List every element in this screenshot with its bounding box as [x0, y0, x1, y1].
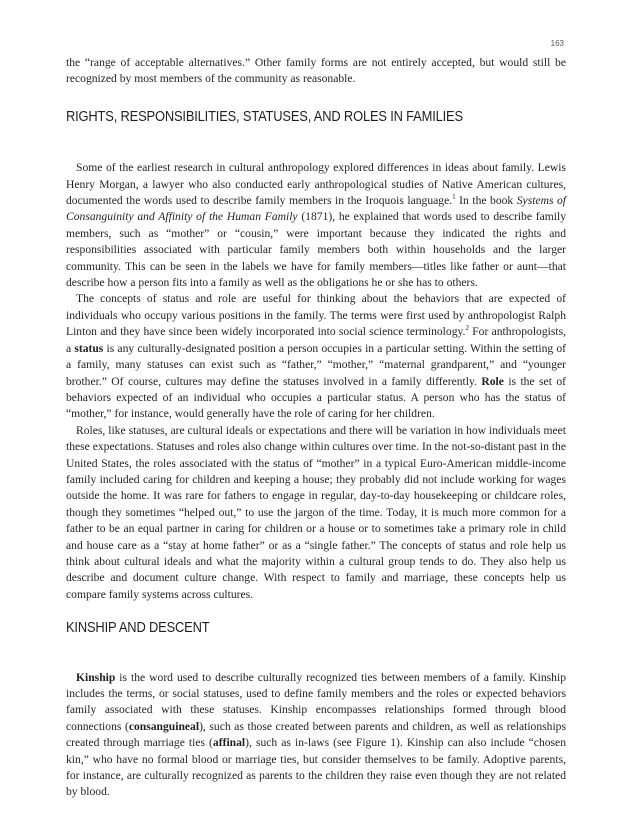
paragraph-status-role: The concepts of status and role are useful for thinking about the behaviors that are expected of individuals who occupy various positions in the family. The terms were first used by anthropologist Ralph Linton and they have since been widely incorporated into social science terminology.$^2$ For anthropologists, a status is any culturally-designated position a person occupies in a particular setting. Within the setting of a family, many statuses can exist such as “father,” “mother,” “maternal grandparent,” and “younger brother.” Of course, cultures may define the statuses involved in a family differently. Role is the set of behaviors expected of an individual who occupies a particular status. A person who has the status of “mother,” for instance, would generally have the role of caring for her children.	[66, 292, 566, 421]
page-number: 163	[550, 39, 564, 48]
footnote-ref-1[interactable]: 1	[452, 193, 456, 202]
book-title: Systems of Consanguinity and Affinity of the Human Family	[66, 194, 566, 224]
term-status: status	[74, 341, 104, 355]
term-affinal: affinal	[212, 736, 246, 750]
term-kinship: Kinship	[76, 670, 116, 684]
term-role: Role	[481, 374, 504, 388]
paragraph-morgan: Some of the earliest research in cultural anthropology explored differences in ideas about family. Lewis Henry Morgan, a lawyer who also conducted early anthropological studies of Native American cultures, documented the words used to describe family members in the Iroquois language.$^1$ In the book Systems of Consanguinity and Affinity of the Human Family (1871), he explained that words used to describe family members, such as “mother” or “cousin,” were important because they indicated the rights and responsibilities associated with particular family members both within households and the larger community. This can be seen in the labels we have for family members—titles like father or aunt—that describe how a person fits into a family as well as the obligations he or she has to others.	[66, 161, 566, 290]
section-heading-rights: RIGHTS, RESPONSIBILITIES, STATUSES, AND ROLES IN FAMILIES	[66, 107, 463, 125]
section-heading-kinship: KINSHIP AND DESCENT	[66, 619, 210, 637]
page-body	[66, 55, 566, 801]
intro-paragraph: the “range of acceptable alternatives.” Other family forms are not entirely accepted, but would still be recognized by most members of the community as reasonable.	[66, 56, 566, 86]
footnote-ref-2[interactable]: 2	[465, 324, 469, 333]
paragraph-roles-change: Roles, like statuses, are cultural ideals or expectations and there will be variation in how individuals meet these expectations. Statuses and roles also change within cultures over time. In the not-so-distant past in the United States, the roles associated with the status of “mother” in a typical Euro-American middle-income family included caring for children and keeping a house; they probably did not include working for wages outside the home. It was rare for fathers to engage in regular, day-to-day housekeeping or childcare roles, though they sometimes “helped out,” to use the jargon of the time. Today, it is much more common for a father to be an equal partner in caring for children or a house or to sometimes take a primary role in child and house care as a “stay at home father” or as a “single father.” The concepts of status and role help us think about cultural ideals and what the majority within a cultural group tends to do. They also help us describe and document culture change. With respect to family and marriage, these concepts help us compare family systems across cultures.	[66, 423, 566, 601]
term-consanguineal: consanguineal	[128, 719, 200, 733]
paragraph-kinship: Kinship is the word used to describe culturally recognized ties between members of a family. Kinship includes the terms, or social statuses, used to define family members and the roles or expected behaviors family associated with these statuses. Kinship encompasses relationships formed through blood connections (consanguineal), such as those created between parents and children, as well as relationships created through marriage ties (affinal), such as in-laws (see Figure 1). Kinship can also include “chosen kin,” who have no formal blood or marriage ties, but consider themselves to be family. Adoptive parents, for instance, are culturally recognized as parents to the children they raise even though they are not related by blood.	[66, 670, 566, 799]
